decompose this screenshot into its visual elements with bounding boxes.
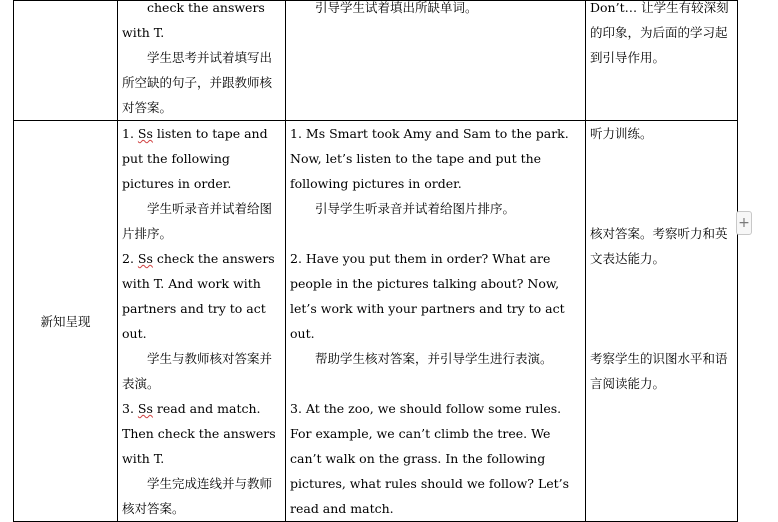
step-number: 3. — [122, 401, 138, 416]
stage-label: 新知呈现 — [40, 313, 91, 329]
ss-abbrev: Ss — [137, 401, 153, 416]
student-step-2 — [122, 246, 281, 346]
table-row — [14, 121, 738, 522]
spacer — [290, 221, 581, 246]
purpose-step-2: 核对答案。考察听力和英文表达能力。 — [590, 226, 728, 266]
student-step-3 — [122, 396, 281, 471]
step-text: read and match. Then check the answers with T. — [122, 401, 276, 466]
student-text-line: 学生思考并试着填写出所空缺的句子，并跟教师核对答案。 — [122, 50, 273, 115]
spacer — [590, 296, 733, 321]
purpose-step-1: 听力训练。 — [590, 126, 653, 141]
spacer — [590, 171, 733, 196]
student-step-2-cn: 学生与教师核对答案并表演。 — [122, 351, 273, 391]
teacher-activity-cell — [286, 1, 586, 121]
teacher-step-2-cn: 帮助学生核对答案，并引导学生进行表演。 — [315, 351, 553, 366]
stage-cell — [14, 121, 118, 522]
purpose-cell — [586, 121, 738, 522]
student-activity-cell — [118, 1, 286, 121]
table-row — [14, 1, 738, 121]
step-number: 1. — [122, 126, 138, 141]
stage-cell — [14, 1, 118, 121]
teacher-step-2: 2. Have you put them in order? What are people in the pictures talking about? Now, let’s work with your partners and try to act out. — [290, 251, 565, 341]
spacer — [290, 371, 581, 396]
lesson-plan-table — [13, 0, 738, 522]
add-row-button[interactable]: + — [736, 211, 752, 235]
teacher-activity-cell — [286, 121, 586, 522]
spacer — [590, 321, 733, 346]
student-step-1-cn: 学生听录音并试着给图片排序。 — [122, 201, 273, 241]
teacher-step-1-cn: 引导学生听录音并试着给图片排序。 — [315, 201, 516, 216]
student-text-line: check the answers with T. — [122, 0, 265, 40]
spacer — [590, 196, 733, 221]
spacer — [590, 146, 733, 171]
ss-abbrev: Ss — [137, 251, 153, 266]
ss-abbrev: Ss — [137, 126, 153, 141]
purpose-step-3: 考察学生的识图水平和语言阅读能力。 — [590, 351, 728, 391]
teacher-text-line: 引导学生试着填出所缺单词。 — [315, 0, 478, 15]
purpose-text-line: Don’t… 让学生有较深刻的印象，为后面的学习起到引导作用。 — [590, 0, 729, 65]
student-step-1 — [122, 121, 281, 196]
student-step-3-cn: 学生完成连线并与教师核对答案。 — [122, 476, 273, 516]
student-activity-cell — [118, 121, 286, 522]
teacher-step-1: 1. Ms Smart took Amy and Sam to the park. Now, let’s listen to the tape and put the following pictures in order. — [290, 126, 569, 191]
spacer — [590, 271, 733, 296]
step-number: 2. — [122, 251, 138, 266]
step-text: listen to tape and put the following pictures in order. — [122, 126, 268, 191]
step-text: check the answers with T. And work with partners and try to act out. — [122, 251, 275, 341]
purpose-cell — [586, 1, 738, 121]
teacher-step-3: 3. At the zoo, we should follow some rules. For example, we can’t climb the tree. We can’t walk on the grass. In the following pictures, what rules should we follow? Let’s read and match. — [290, 401, 570, 516]
